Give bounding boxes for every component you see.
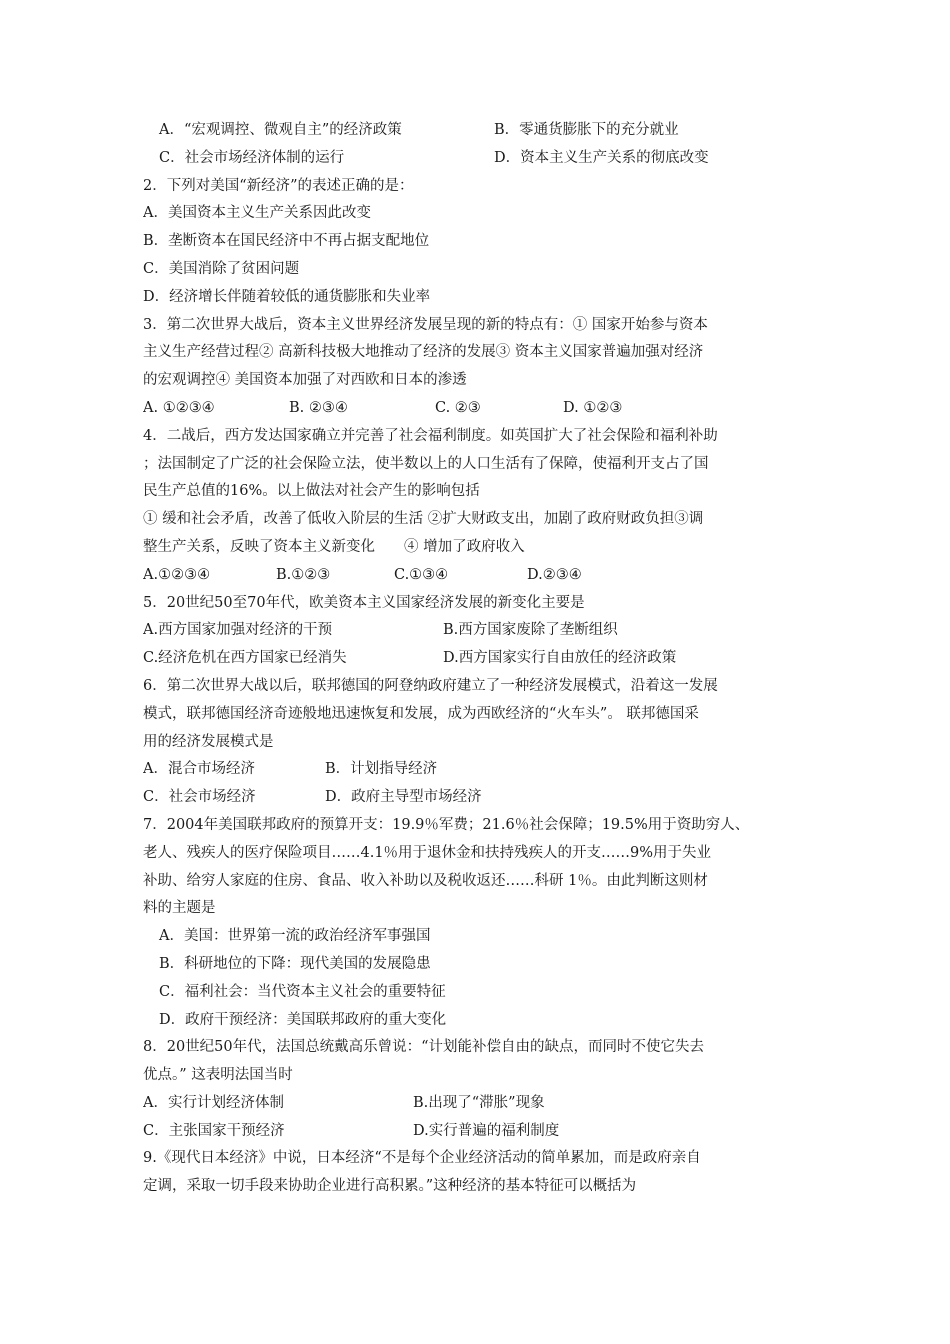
q7-stem-line-3: 补助、给穷人家庭的住房、食品、收入补助以及税收返还……科研 1％。由此判断这则材 [143, 872, 708, 889]
q9-stem-line-2: 定调，采取一切手段来协助企业进行高积累。”这种经济的基本特征可以概括为 [143, 1178, 637, 1195]
q4-option-b: B.①②③ [276, 566, 331, 583]
q7-option-b: B．科研地位的下降：现代美国的发展隐患 [159, 955, 431, 972]
q3-option-d: D. ①②③ [563, 399, 623, 416]
q2-option-a: A．美国资本主义生产关系因此改变 [143, 205, 371, 222]
q5-option-a: A.西方国家加强对经济的干预 [143, 622, 333, 639]
q4-options-row [143, 562, 823, 590]
q3-option-b: B. ②③④ [289, 399, 348, 416]
q2-option-b: B．垄断资本在国民经济中不再占据支配地位 [143, 233, 430, 250]
q7-option-a: A．美国：世界第一流的政治经济军事强国 [159, 928, 431, 945]
q6-option-d: D．政府主导型市场经济 [325, 789, 482, 806]
q7-stem-line-4: 料的主题是 [143, 900, 216, 917]
q2-option-c: C．美国消除了贫困问题 [143, 260, 300, 277]
q6-stem-line-3: 用的经济发展模式是 [143, 733, 274, 750]
q6-option-b: B．计划指导经济 [325, 761, 438, 778]
q3-stem-line-1: 3．第二次世界大战后，资本主义世界经济发展呈现的新的特点有：① 国家开始参与资本 [143, 316, 708, 333]
q8-option-b: B.出现了“滞胀”现象 [413, 1094, 545, 1111]
q1-option-c: C．社会市场经济体制的运行 [159, 149, 345, 166]
q6-stem-line-2: 模式，联邦德国经济奇迹般地迅速恢复和发展，成为西欧经济的“火车头”。 联邦德国采 [143, 705, 699, 722]
q4-option-c: C.①③④ [394, 566, 449, 583]
q8-option-c: C．主张国家干预经济 [143, 1122, 285, 1139]
q8-options-row-2 [143, 1118, 823, 1146]
q1-option-a: A．“宏观调控、微观自主”的经济政策 [159, 122, 402, 138]
q8-option-a: A．实行计划经济体制 [143, 1094, 284, 1111]
q6-options-row-2 [143, 784, 823, 812]
q1-option-b: B．零通货膨胀下的充分就业 [494, 122, 679, 138]
q6-options-row-1 [143, 756, 823, 784]
q8-options-row-1 [143, 1090, 823, 1118]
q3-stem-line-3: 的宏观调控④ 美国资本加强了对西欧和日本的渗透 [143, 372, 467, 389]
q7-option-c: C．福利社会：当代资本主义社会的重要特征 [159, 983, 446, 1000]
q8-stem-line-1: 8．20世纪50年代，法国总统戴高乐曾说：“计划能补偿自由的缺点，而同时不使它失去 [143, 1039, 705, 1056]
q5-options-row-2 [143, 645, 823, 673]
q4-option-a: A.①②③④ [143, 566, 211, 583]
q4-choices-line-2: 整生产关系，反映了资本主义新变化 ④ 增加了政府收入 [143, 538, 525, 555]
q5-option-c: C.经济危机在西方国家已经消失 [143, 650, 347, 667]
q4-choices-line-1: ① 缓和社会矛盾，改善了低收入阶层的生活 ②扩大财政支出，加剧了政府财政负担③调 [143, 511, 704, 528]
q2-stem: 2．下列对美国“新经济”的表述正确的是： [143, 177, 414, 194]
q3-stem-line-2: 主义生产经营过程② 高新科技极大地推动了经济的发展③ 资本主义国家普遍加强对经济 [143, 344, 704, 361]
q2-option-d: D．经济增长伴随着较低的通货膨胀和失业率 [143, 288, 431, 305]
exam-page [143, 117, 823, 1201]
q1-options-row-2 [143, 145, 823, 173]
q7-stem-line-1: 7．2004年美国联邦政府的预算开支：19.9％军费；21.6％社会保障；19.5%用于资助穷人、 [143, 816, 750, 833]
q4-stem-line-3: 民生产总值的16%。以上做法对社会产生的影响包括 [143, 483, 480, 500]
q5-option-d: D.西方国家实行自由放任的经济政策 [443, 650, 677, 667]
q5-stem: 5．20世纪50至70年代，欧美资本主义国家经济发展的新变化主要是 [143, 594, 585, 611]
q1-options-row-1 [143, 117, 823, 145]
q3-option-a: A. ①②③④ [143, 399, 215, 416]
q9-stem-line-1: 9.《现代日本经济》中说，日本经济“不是每个企业经济活动的简单累加，而是政府亲自 [143, 1150, 701, 1167]
q5-option-b: B.西方国家废除了垄断组织 [443, 622, 618, 639]
q7-stem-line-2: 老人、残疾人的医疗保险项目……4.1％用于退休金和扶持残疾人的开支……9%用于失业 [143, 844, 712, 861]
q5-options-row-1 [143, 617, 823, 645]
q8-stem-line-2: 优点。” 这表明法国当时 [143, 1067, 293, 1084]
q7-option-d: D．政府干预经济：美国联邦政府的重大变化 [159, 1011, 447, 1028]
q6-option-a: A．混合市场经济 [143, 761, 255, 778]
q6-option-c: C．社会市场经济 [143, 789, 256, 806]
q4-stem-line-1: 4．二战后，西方发达国家确立并完善了社会福利制度。如英国扩大了社会保险和福利补助 [143, 427, 718, 444]
q4-option-d: D.②③④ [527, 566, 582, 583]
q6-stem-line-1: 6．第二次世界大战以后，联邦德国的阿登纳政府建立了一种经济发展模式，沿着这一发展 [143, 677, 718, 694]
q8-option-d: D.实行普遍的福利制度 [413, 1122, 560, 1139]
q3-options-row [143, 395, 823, 423]
q4-stem-line-2: ；法国制定了广泛的社会保险立法，使半数以上的人口生活有了保障，使福利开支占了国 [143, 455, 709, 472]
q1-option-d: D．资本主义生产关系的彻底改变 [494, 149, 709, 166]
q3-option-c: C. ②③ [435, 399, 481, 416]
